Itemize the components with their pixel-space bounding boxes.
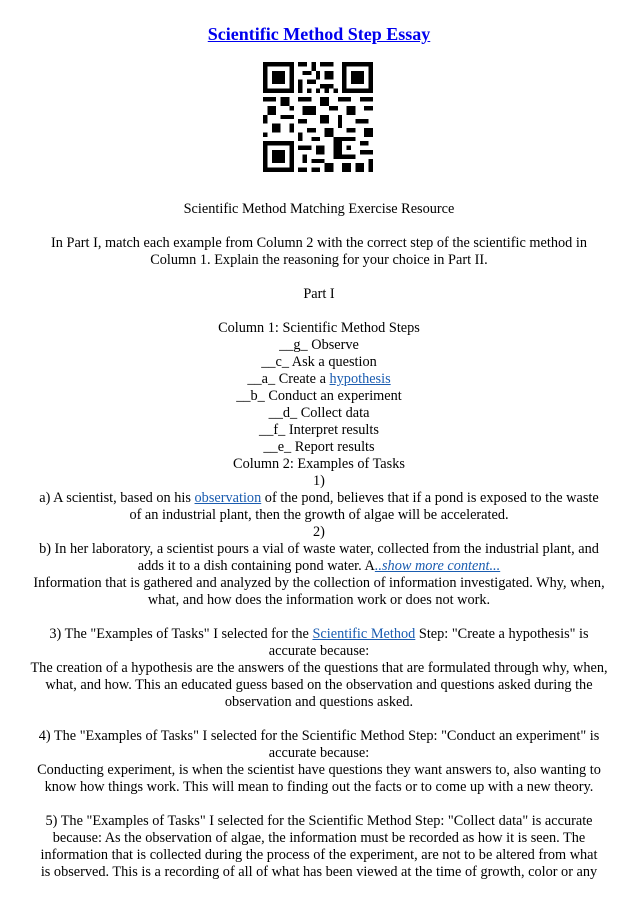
step-report-results: __e_ Report results [263, 439, 375, 455]
task-a-line-1 [0, 490, 638, 507]
step-collect-data: __d_ Collect data [268, 405, 370, 421]
task-b-line-2 [0, 558, 638, 575]
step-conduct-experiment: __b_ Conduct an experiment [236, 388, 402, 404]
item5-line-3: information that is collected during the process of the experiment, are not to be altered from what [40, 847, 598, 863]
task-b-text: adds it to a dish containing pond water. A [137, 558, 375, 574]
step-observe: __g_ Observe [279, 337, 359, 353]
item5-line-2: because: As the observation of algae, the information must be recorded as how it is seen. The [52, 830, 586, 846]
info-para-line-1: Information that is gathered and analyzed by the collection of information investigated. Why, when, [33, 575, 605, 591]
step-create-hypothesis-label: __a_ Create a [247, 371, 330, 387]
item3-body-2: what, and how. This an educated guess based on the observation and questions asked during the [45, 677, 593, 693]
scientific-method-link[interactable]: Scientific Method [312, 626, 416, 642]
task-b-line-1: b) In her laboratory, a scientist pours a vial of waste water, collected from the industrial plant, and [39, 541, 599, 557]
show-more-link[interactable]: ..show more content... [374, 558, 501, 574]
task-number-2: 2) [313, 524, 325, 540]
task-a-text-pre: a) A scientist, based on his [39, 490, 191, 506]
subtitle: Scientific Method Matching Exercise Resource [183, 201, 455, 217]
column1-heading: Column 1: Scientific Method Steps [218, 320, 420, 336]
column2-heading: Column 2: Examples of Tasks [233, 456, 405, 472]
item3-body-1: The creation of a hypothesis are the answers of the questions that are formulated through why, when, [30, 660, 608, 676]
item4-line-2: accurate because: [268, 745, 370, 761]
item5-line-1: 5) The "Examples of Tasks" I selected for the Scientific Method Step: "Collect data" is accurate [45, 813, 593, 829]
document-title-link[interactable]: Scientific Method Step Essay [207, 24, 431, 44]
qr-code-image [263, 62, 373, 172]
item3-text-pre: 3) The "Examples of Tasks" I selected for the [49, 626, 309, 642]
hypothesis-link[interactable]: hypothesis [329, 371, 391, 387]
item4-line-1: 4) The "Examples of Tasks" I selected for the Scientific Method Step: "Conduct an experiment" is [38, 728, 600, 744]
item3-line-1 [0, 626, 638, 643]
item3-text-post: Step: "Create a hypothesis" is [415, 626, 589, 642]
item5-line-4: is observed. This is a recording of all of what has been viewed at the time of growth, color or any [40, 864, 598, 880]
item3-line-2: accurate because: [268, 643, 370, 659]
item3-body-3: observation and questions asked. [224, 694, 414, 710]
task-number-1: 1) [313, 473, 325, 489]
task-a-line-2: of an industrial plant, then the growth of algae will be accelerated. [129, 507, 509, 523]
part-heading: Part I [303, 286, 335, 302]
intro-line-2: Column 1. Explain the reasoning for your choice in Part II. [150, 252, 488, 268]
step-interpret-results: __f_ Interpret results [259, 422, 379, 438]
item4-body-1: Conducting experiment, is when the scientist have questions they want answers to, also wanting to [37, 762, 601, 778]
task-a-text-post: of the pond, believes that if a pond is exposed to the waste [261, 490, 599, 506]
observation-link[interactable]: observation [194, 490, 262, 506]
step-ask-question: __c_ Ask a question [261, 354, 377, 370]
item4-body-2: know how things work. This will mean to finding out the facts or to come up with a new theory. [44, 779, 594, 795]
info-para-line-2: what, and how does the information work or does not work. [147, 592, 491, 608]
step-create-hypothesis [0, 371, 638, 388]
intro-line-1: In Part I, match each example from Column 2 with the correct step of the scientific method in [51, 235, 587, 251]
